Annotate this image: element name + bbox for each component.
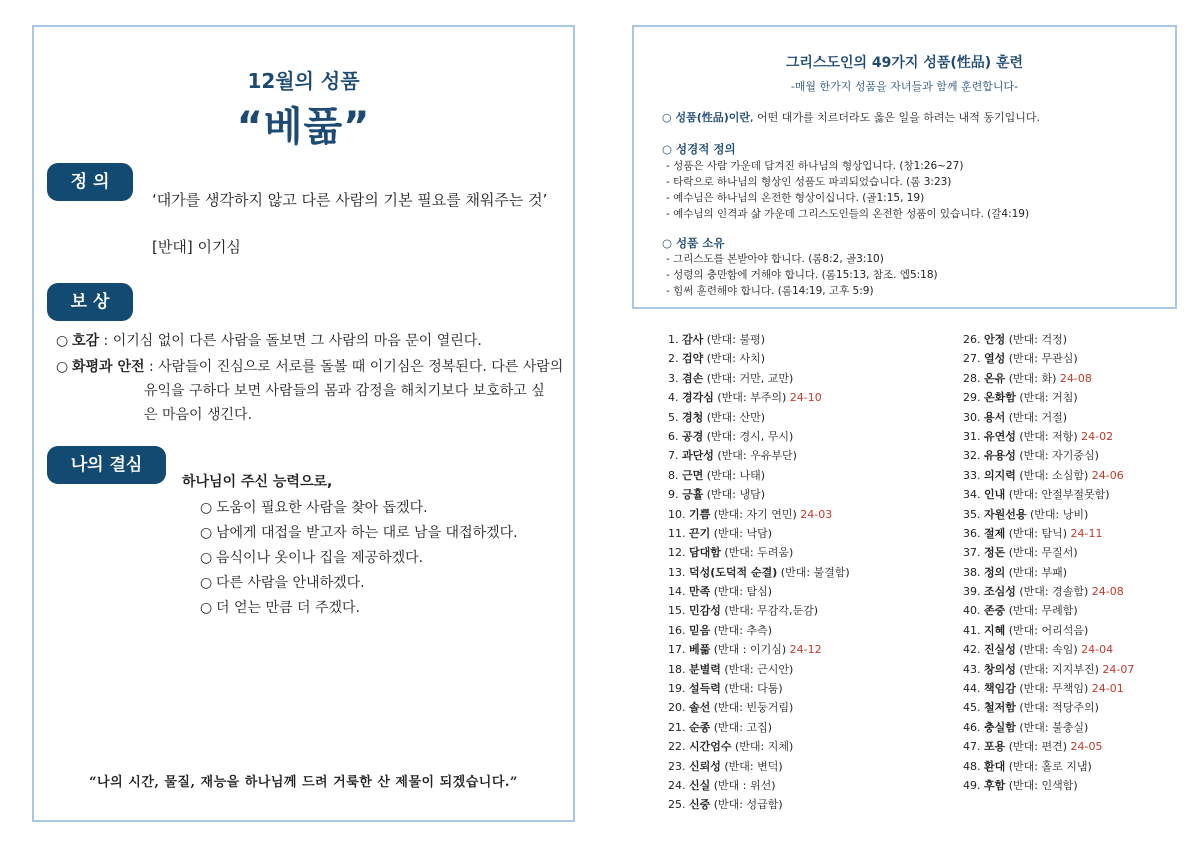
virtue-item	[668, 427, 850, 446]
virtue-item	[668, 718, 850, 737]
list-item: - 예수님은 하나님의 온전한 형상이십니다. (골1:15, 19)	[666, 192, 925, 204]
month-title: 12월의 성품	[247, 69, 360, 93]
virtue-number: 25.	[668, 798, 689, 812]
resolve-label: 나의 결심	[47, 446, 166, 484]
virtue-item	[963, 621, 1134, 640]
virtue-name: 솔선	[689, 701, 711, 715]
virtue-opposite: (반대: 근시안)	[720, 662, 794, 676]
virtue-item	[668, 408, 850, 427]
virtue-opposite: (반대: 속임)	[1015, 643, 1078, 657]
virtue-number: 6.	[668, 429, 682, 443]
virtue-number: 48.	[963, 759, 984, 773]
virtue-number: 37.	[963, 546, 984, 560]
virtue-list-left	[668, 330, 850, 815]
virtue-opposite: (반대: 나태)	[703, 468, 766, 482]
virtue-number: 28.	[963, 371, 984, 385]
virtue-opposite: (반대: 어리석음)	[1005, 623, 1089, 637]
virtue-opposite: (반대: 무례함)	[1005, 604, 1078, 618]
virtue-opposite: (반대: 홀로 지냄)	[1005, 759, 1092, 773]
virtue-name: 정돈	[984, 546, 1006, 560]
virtue-name: 조심성	[984, 585, 1016, 599]
virtue-number: 21.	[668, 720, 689, 734]
virtue-name: 분별력	[689, 662, 721, 676]
virtue-item	[963, 505, 1134, 524]
virtue-number: 2.	[668, 352, 682, 366]
virtue-number: 39.	[963, 585, 984, 599]
reward-text: 이기심 없이 다른 사람을 돌보면 그 사람의 마음 문이 열린다.	[112, 333, 482, 349]
virtue-opposite: (반대: 지체)	[731, 740, 794, 754]
virtue-name: 경각심	[682, 391, 714, 405]
virtue-code: 24-04	[1077, 643, 1114, 657]
virtue-item	[963, 563, 1134, 582]
virtue-name: 창의성	[984, 662, 1016, 676]
virtue-opposite: (반대: 무책임)	[1015, 682, 1089, 696]
virtue-number: 36.	[963, 526, 984, 540]
virtue-code: 24-01	[1088, 682, 1124, 696]
virtue-opposite: (반대: 안절부절못함)	[1005, 488, 1110, 502]
reward-text-continued: 유익을 구하다 보면 사람들의 몸과 감정을 해치기보다 보호하고 싶은 마음이 생긴다.	[144, 383, 545, 423]
virtue-number: 29.	[963, 391, 984, 405]
virtue-name: 철저함	[984, 701, 1016, 715]
virtue-number: 43.	[963, 662, 984, 676]
virtue-number: 18.	[668, 662, 689, 676]
reward-label: 보 상	[47, 283, 133, 321]
virtue-name: 기쁨	[689, 507, 711, 521]
virtue-name: 과단성	[682, 449, 714, 463]
virtue-item	[963, 466, 1134, 485]
virtue-name: 신중	[689, 798, 711, 812]
virtue-item	[668, 795, 850, 814]
virtue-code: 24-10	[786, 391, 822, 405]
virtue-number: 11.	[668, 526, 689, 540]
virtue-number: 5.	[668, 410, 682, 424]
biblical-definition-heading: ○ 성경적 정의	[662, 142, 736, 156]
virtue-item	[668, 698, 850, 717]
virtue-name: 안정	[984, 333, 1006, 346]
virtue-opposite: (반대: 자기 연민)	[710, 507, 797, 521]
list-item: ○ 음식이나 옷이나 집을 제공하겠다.	[200, 546, 518, 571]
virtue-number: 46.	[963, 720, 984, 734]
virtue-opposite: (반대: 냉담)	[703, 488, 766, 502]
virtue-number: 35.	[963, 507, 984, 521]
virtue-item	[963, 349, 1134, 368]
virtue-item	[668, 582, 850, 601]
virtue-code: 24-07	[1098, 662, 1135, 676]
virtue-number: 23.	[668, 759, 689, 773]
virtue-name: 열성	[984, 352, 1006, 366]
virtue-name: 온화함	[984, 391, 1016, 405]
definition-text: ‘대가를 생각하지 않고 다른 사람의 기본 필요를 채워주는 것’	[152, 191, 548, 209]
virtue-name: 덕성(도덕적 순결)	[689, 565, 778, 579]
reward-item	[56, 329, 482, 353]
resolve-intro: 하나님이 주신 능력으로,	[182, 474, 333, 490]
virtue-opposite: (반대: 추측)	[710, 623, 773, 637]
training-subtitle: -매월 한가지 성품을 자녀들과 함께 훈련합니다-	[790, 80, 1019, 93]
virtue-opposite: (반대: 거절)	[1005, 410, 1068, 424]
virtue-opposite: (반대: 적당주의)	[1015, 701, 1099, 715]
virtue-number: 24.	[668, 778, 689, 792]
virtue-name: 근면	[682, 468, 704, 482]
virtue-item	[963, 601, 1134, 620]
ownership-list	[666, 251, 938, 299]
virtue-opposite: (반대: 인색함)	[1005, 778, 1078, 792]
character-training-box	[632, 25, 1177, 309]
virtue-opposite: (반대: 자기중심)	[1015, 449, 1099, 463]
virtue-item	[963, 427, 1134, 446]
virtue-opposite: (반대: 탐심)	[710, 585, 773, 599]
virtue-item	[668, 563, 850, 582]
virtue-number: 17.	[668, 643, 689, 657]
virtue-name: 지혜	[984, 623, 1006, 637]
virtue-number: 7.	[668, 449, 682, 463]
virtue-item	[668, 601, 850, 620]
virtue-name: 신실	[689, 778, 711, 792]
virtue-number: 13.	[668, 565, 689, 579]
virtue-item	[668, 485, 850, 504]
bullet-circle: ○	[200, 575, 213, 591]
virtue-number: 45.	[963, 701, 984, 715]
virtue-item	[963, 408, 1134, 427]
virtue-item	[963, 485, 1134, 504]
virtue-opposite: (반대: 경시, 무시)	[703, 429, 794, 443]
virtue-number: 42.	[963, 643, 984, 657]
virtue-opposite: (반대: 사치)	[703, 352, 766, 366]
virtue-number: 38.	[963, 565, 984, 579]
reward-separator: :	[99, 333, 113, 349]
virtue-opposite: (반대: 불평)	[703, 333, 766, 346]
virtue-code: 24-12	[786, 643, 822, 657]
virtue-name: 끈기	[689, 526, 711, 540]
virtue-item	[963, 737, 1134, 756]
bullet-circle: ○	[200, 500, 213, 516]
virtue-name: 신뢰성	[689, 759, 721, 773]
virtue-number: 41.	[963, 623, 984, 637]
virtue-number: 3.	[668, 371, 682, 385]
virtue-name: 절제	[984, 526, 1006, 540]
virtue-name: 공경	[682, 429, 704, 443]
virtue-code: 24-02	[1077, 429, 1114, 443]
bullet-circle: ○	[56, 359, 69, 375]
virtue-name: 순종	[689, 720, 711, 734]
virtue-item	[668, 737, 850, 756]
list-item: ○ 더 얻는 만큼 더 주겠다.	[200, 596, 518, 621]
virtue-name: 경청	[682, 410, 704, 424]
virtue-item	[668, 543, 850, 562]
virtue-opposite: (반대: 거만, 교만)	[703, 371, 794, 385]
virtue-item	[668, 660, 850, 679]
virtue-item	[963, 698, 1134, 717]
virtue-number: 1.	[668, 333, 682, 346]
virtue-opposite: (반대: 부주의)	[713, 391, 787, 405]
virtue-name: 정의	[984, 565, 1006, 579]
virtue-item	[963, 369, 1134, 388]
list-item: ○ 도움이 필요한 사람을 찾아 돕겠다.	[200, 496, 518, 521]
virtue-item	[668, 330, 850, 349]
virtue-item	[963, 776, 1134, 795]
virtue-opposite: (반대: 성급함)	[710, 798, 783, 812]
virtue-number: 26.	[963, 333, 984, 346]
virtue-opposite: (반대: 빈둥거림)	[710, 701, 794, 715]
monthly-virtue-panel	[32, 25, 575, 822]
virtue-code: 24-08	[1088, 585, 1124, 599]
virtue-code: 24-11	[1067, 526, 1103, 540]
virtue-opposite: (반대: 화)	[1005, 371, 1057, 385]
virtue-item	[668, 505, 850, 524]
virtue-name: 설득력	[689, 682, 721, 696]
virtue-opposite: (반대: 낭비)	[1026, 507, 1089, 521]
virtue-name: 감사	[682, 333, 704, 346]
virtue-item	[668, 446, 850, 465]
virtue-opposite: (반대: 소심함)	[1015, 468, 1089, 482]
virtue-opposite: (반대: 저항)	[1015, 429, 1078, 443]
virtue-name: 베풂	[689, 643, 711, 657]
virtue-item	[668, 757, 850, 776]
list-item: ○ 다른 사람을 안내하겠다.	[200, 571, 518, 596]
virtue-item	[668, 369, 850, 388]
virtue-title: “베풂”	[236, 104, 371, 150]
virtue-number: 44.	[963, 682, 984, 696]
virtue-item	[963, 718, 1134, 737]
virtue-number: 47.	[963, 740, 984, 754]
intro-highlight: 성품(性品)이란	[675, 111, 750, 124]
virtue-number: 15.	[668, 604, 689, 618]
list-item: ○ 남에게 대접을 받고자 하는 대로 남을 대접하겠다.	[200, 521, 518, 546]
virtue-opposite: (반대: 걱정)	[1005, 333, 1068, 346]
virtue-item	[963, 660, 1134, 679]
virtue-opposite: (반대: 무감각,둔감)	[720, 604, 819, 618]
virtue-name: 자원선용	[984, 507, 1027, 521]
virtue-item	[963, 640, 1134, 659]
virtue-opposite: (반대: 낙담)	[710, 526, 773, 540]
virtue-number: 31.	[963, 429, 984, 443]
virtue-number: 34.	[963, 488, 984, 502]
virtue-item	[668, 466, 850, 485]
virtue-opposite: (반대: 지지부진)	[1015, 662, 1099, 676]
reward-item	[56, 355, 566, 379]
virtue-name: 검약	[682, 352, 704, 366]
list-item: - 성품은 사람 가운데 담겨진 하나님의 형상입니다. (창1:26~27)	[666, 160, 964, 172]
biblical-definition-list	[666, 158, 1029, 222]
virtue-number: 49.	[963, 778, 984, 792]
virtue-opposite: (반대: 무관심)	[1005, 352, 1078, 366]
intro-rest: , 어떤 대가를 치르더라도 옳은 일을 하려는 내적 동기입니다.	[750, 111, 1040, 124]
virtue-item	[668, 621, 850, 640]
virtue-opposite: (반대: 경솔함)	[1015, 585, 1089, 599]
definition-label: 정 의	[47, 163, 133, 201]
virtue-item	[668, 349, 850, 368]
virtue-number: 12.	[668, 546, 689, 560]
list-item: - 타락으로 하나님의 형상인 성품도 파괴되었습니다. (롬 3:23)	[666, 176, 952, 188]
virtue-name: 온유	[984, 371, 1006, 385]
virtue-code: 24-05	[1067, 740, 1103, 754]
virtue-number: 8.	[668, 468, 682, 482]
virtue-opposite: (반대: 탐닉)	[1005, 526, 1068, 540]
bullet-circle: ○	[56, 333, 69, 349]
virtue-opposite: (반대: 변덕)	[720, 759, 783, 773]
virtue-number: 40.	[963, 604, 984, 618]
virtue-item	[668, 640, 850, 659]
list-item: - 예수님의 인격과 삶 가운데 그리스도인들의 온전한 성품이 있습니다. (갈4:19)	[666, 208, 1030, 220]
list-item: - 그리스도를 본받아야 합니다. (롬8:2, 골3:10)	[666, 253, 884, 265]
list-item: - 힘써 훈련해야 합니다. (롬14:19, 고후 5:9)	[666, 285, 874, 297]
virtue-name: 존중	[984, 604, 1006, 618]
virtue-code: 24-08	[1056, 371, 1092, 385]
pledge-quote: “나의 시간, 물질, 재능을 하나님께 드려 거룩한 산 제물이 되겠습니다.”	[89, 775, 518, 790]
virtue-code: 24-06	[1088, 468, 1124, 482]
virtue-number: 14.	[668, 585, 689, 599]
reward-separator: :	[144, 359, 159, 375]
virtue-name: 환대	[984, 759, 1006, 773]
virtue-number: 10.	[668, 507, 689, 521]
virtue-number: 9.	[668, 488, 682, 502]
training-title: 그리스도인의 49가지 성품(性品) 훈련	[785, 55, 1024, 71]
reward-text: 사람들이 진심으로 서로를 돌볼 때 이기심은 정복된다. 다른 사람의	[158, 359, 564, 375]
virtue-name: 만족	[689, 585, 711, 599]
virtue-opposite: (반대: 두려움)	[720, 546, 794, 560]
virtue-item	[668, 524, 850, 543]
virtue-item	[963, 757, 1134, 776]
virtue-opposite: (반대: 불결함)	[777, 565, 850, 579]
virtue-item	[963, 388, 1134, 407]
virtue-name: 시간엄수	[689, 740, 732, 754]
virtue-item	[963, 524, 1134, 543]
virtue-code: 24-03	[796, 507, 833, 521]
resolve-list	[200, 496, 518, 621]
virtue-name: 포용	[984, 740, 1006, 754]
virtue-item	[668, 776, 850, 795]
virtue-opposite: (반대: 무질서)	[1005, 546, 1078, 560]
virtue-item	[668, 388, 850, 407]
virtue-opposite: (반대: 부패)	[1005, 565, 1068, 579]
character-intro	[662, 109, 1040, 125]
reward-term: 호감	[72, 333, 100, 349]
virtue-name: 인내	[984, 488, 1006, 502]
virtue-name: 겸손	[682, 371, 704, 385]
virtue-opposite: (반대: 거침)	[1015, 391, 1078, 405]
virtue-opposite: (반대: 산만)	[703, 410, 766, 424]
virtue-name: 유연성	[984, 429, 1016, 443]
virtue-opposite: (반대 : 위선)	[710, 778, 776, 792]
virtue-number: 33.	[963, 468, 984, 482]
virtue-opposite: (반대: 불충실)	[1015, 720, 1089, 734]
virtue-name: 후함	[984, 778, 1006, 792]
list-item: - 성령의 충만함에 거해야 합니다. (롬15:13, 참조. 엡5:18)	[666, 269, 938, 281]
virtue-list-right	[963, 330, 1134, 795]
virtue-name: 담대함	[689, 546, 721, 560]
virtue-number: 4.	[668, 391, 682, 405]
virtue-opposite: (반대: 다툼)	[720, 682, 783, 696]
virtue-item	[963, 330, 1134, 349]
virtue-number: 22.	[668, 740, 689, 754]
virtue-name: 책임감	[984, 682, 1016, 696]
ownership-heading: ○ 성품 소유	[662, 236, 725, 250]
virtue-item	[963, 446, 1134, 465]
bullet-circle: ○	[200, 525, 213, 541]
virtue-number: 27.	[963, 352, 984, 366]
virtue-item	[668, 679, 850, 698]
virtue-name: 민감성	[689, 604, 721, 618]
virtue-name: 믿음	[689, 623, 711, 637]
virtue-opposite: (반대 : 이기심)	[710, 643, 787, 657]
intro-bullet: ○	[662, 111, 676, 124]
virtue-name: 충실함	[984, 720, 1016, 734]
virtue-name: 긍휼	[682, 488, 704, 502]
virtue-number: 32.	[963, 449, 984, 463]
virtue-number: 19.	[668, 682, 689, 696]
virtue-number: 20.	[668, 701, 689, 715]
opposite-text: [반대] 이기심	[152, 238, 241, 256]
virtue-opposite: (반대: 편견)	[1005, 740, 1068, 754]
bullet-circle: ○	[200, 550, 213, 566]
virtue-item	[963, 679, 1134, 698]
virtue-item	[963, 582, 1134, 601]
virtue-opposite: (반대: 고집)	[710, 720, 773, 734]
virtue-opposite: (반대: 우유부단)	[713, 449, 797, 463]
virtue-number: 16.	[668, 623, 689, 637]
virtue-item	[963, 543, 1134, 562]
reward-term: 화평과 안전	[72, 359, 145, 375]
virtue-name: 용서	[984, 410, 1006, 424]
virtue-name: 의지력	[984, 468, 1016, 482]
virtue-name: 유용성	[984, 449, 1016, 463]
bullet-circle: ○	[200, 600, 213, 616]
virtue-number: 30.	[963, 410, 984, 424]
virtue-name: 진실성	[984, 643, 1016, 657]
